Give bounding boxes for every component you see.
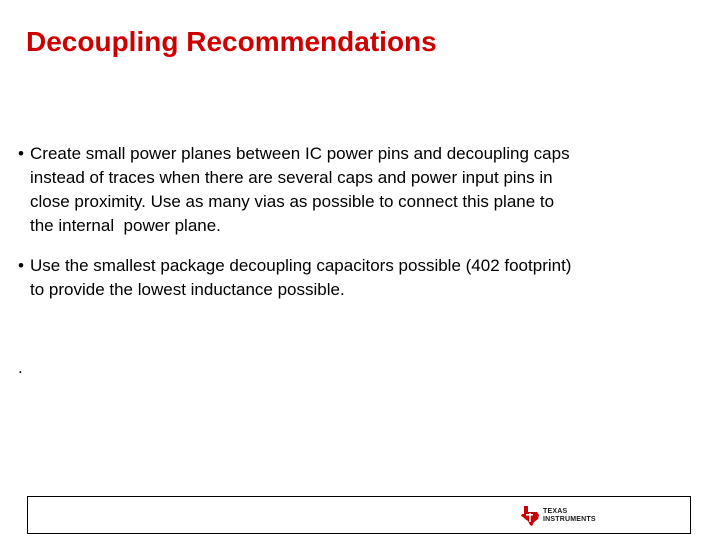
bullet-text-line: close proximity. Use as many vias as possible to connect this plane to (30, 192, 555, 211)
bullet-item (18, 142, 698, 238)
company-logo (520, 504, 596, 528)
logo-wordmark (543, 508, 596, 524)
slide-title: Decoupling Recommendations (26, 26, 437, 57)
bullet-text-line: instead of traces when there are several caps and power input pins in (30, 168, 553, 187)
logo-line-instruments: INSTRUMENTS (543, 516, 596, 523)
bullet-text-line: to provide the lowest inductance possible. (30, 280, 345, 299)
bullet-marker: • (18, 144, 24, 163)
texas-state-icon (520, 505, 540, 527)
bullet-text-line: Use the smallest package decoupling capacitors possible (402 footprint) (30, 256, 572, 275)
logo-line-texas: TEXAS (543, 508, 568, 515)
stray-period: . (18, 358, 23, 377)
bullet-text-line: Create small power planes between IC power pins and decoupling caps (30, 144, 570, 163)
slide-body (18, 142, 698, 302)
bullet-text-line: the internal power plane. (30, 216, 221, 235)
bullet-item (18, 254, 698, 302)
bullet-marker: • (18, 256, 24, 275)
